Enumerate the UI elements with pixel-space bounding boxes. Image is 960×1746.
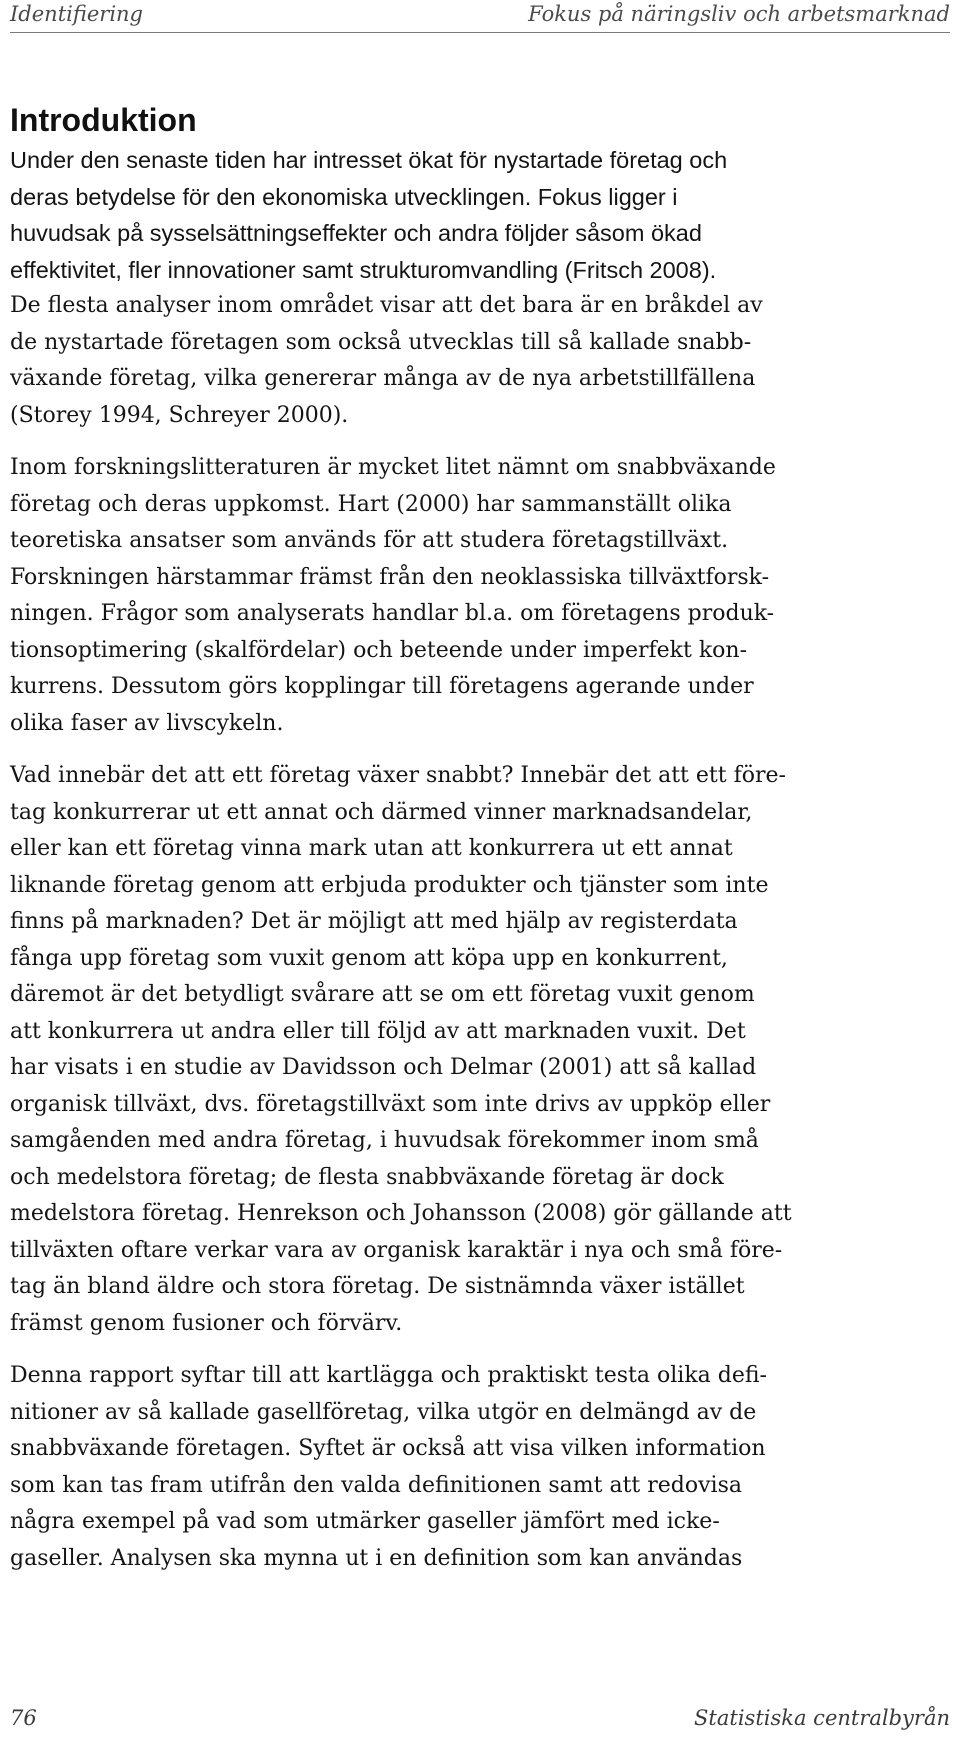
- paragraph-intro-second: De flesta analyser inom området visar att det bara är en bråkdel av de nystartade företagen som också utvecklas till så kallade snabb- växande företag, vilka genererar många av de nya arbetstillfällena (Storey 1994, Schreyer 2000).: [10, 293, 763, 428]
- paragraph-intro-first: Under den senaste tiden har intresset ökat för nystartade företag och deras betydelse för den ekonomiska utvecklingen. Fokus ligger i huvudsak på sysselsättningseffekter och andra följder såsom ökad effektivitet, fler innovationer samt strukturomvandling (Fritsch 2008).: [10, 147, 728, 283]
- paragraph-report-purpose: Denna rapport syftar till att kartlägga och praktiskt testa olika defi- nitioner av så kallade gasellföretag, vilka utgör en delmängd av de snabbväxande företagen. Syftet är också att visa vilken information som kan tas fram utifrån den valda definitionen samt att redovisa några exempel på vad som utmärker gaseller jämfört med icke- gaseller. Analysen ska mynna ut i en definition som kan användas: [10, 1363, 767, 1571]
- paragraph-growth-question: Vad innebär det att ett företag växer snabbt? Innebär det att ett före- tag konkurrerar ut ett annat och därmed vinner marknadsandelar, eller kan ett företag vinna mark utan att konkurrera ut ett annat liknande företag genom att erbjuda produkter och tjänster som inte finns på marknaden? Det är möjligt att med hjälp av registerdata fånga upp företag som vuxit genom att köpa upp en konkurrent, däremot är det betydligt svårare att se om ett företag vuxit genom att konkurrera ut andra eller till följd av att marknaden vuxit. Det har visats i en studie av Davidsson och Delmar (2001) att så kallad organisk tillväxt, dvs. företagstillväxt som inte drivs av uppköp eller samgåenden med andra företag, i huvudsak förekommer inom små och medelstora företag; de flesta snabbväxande företag är dock medelstora företag. Henrekson och Johansson (2008) gör gällande att tillväxten oftare verkar vara av organisk karaktär i nya och små före- tag än bland äldre och stora företag. De sistnämnda växer istället främst genom fusioner och förvärv.: [10, 763, 792, 1336]
- page-number: 76: [10, 1706, 37, 1730]
- running-header: [10, 2, 950, 33]
- section-heading: Introduktion: [10, 102, 197, 138]
- header-publication-title: Fokus på näringsliv och arbetsmarknad: [528, 2, 950, 26]
- paragraph-research-literature: Inom forskningslitteraturen är mycket litet nämnt om snabbväxande företag och deras uppkomst. Hart (2000) har sammanställt olika teoretiska ansatser som används för att studera företagstillväxt. Forskningen härstammar främst från den neoklassiska tillväxtforsk- ningen. Frågor som analyserats handlar bl.a. om företagens produk- tionsoptimering (skalfördelar) och beteende under imperfekt kon- kurrens. Dessutom görs kopplingar till företagens agerande under olika faser av livscykeln.: [10, 455, 776, 736]
- running-footer: [10, 1706, 950, 1736]
- header-chapter-title: Identifiering: [10, 2, 144, 26]
- footer-publisher: Statistiska centralbyrån: [694, 1706, 950, 1730]
- body-content: [10, 100, 958, 1577]
